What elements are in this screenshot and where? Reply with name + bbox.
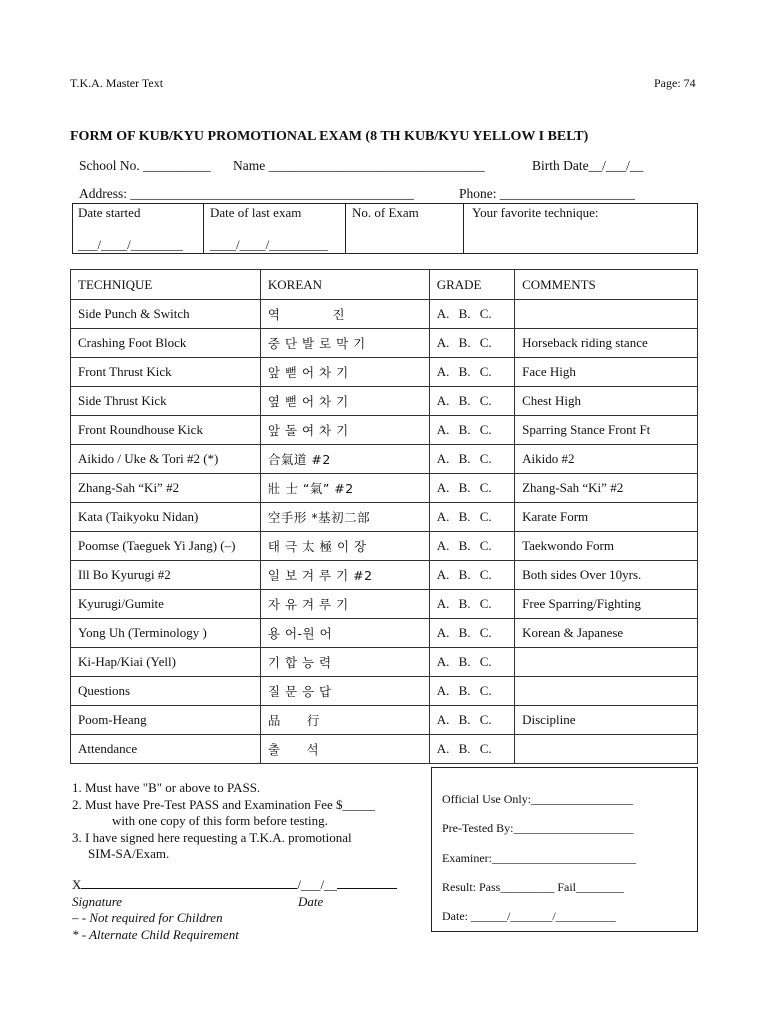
name-field[interactable]: Name ________________________________ <box>233 158 485 173</box>
korean-cell: 역 진 <box>260 300 429 329</box>
korean-cell: 태 극 太 極 이 장 <box>260 532 429 561</box>
korean-cell: 기 합 능 력 <box>260 648 429 677</box>
grade-cell[interactable]: A. B. C. <box>429 416 514 445</box>
comments-cell <box>515 735 698 764</box>
table-row <box>71 300 698 329</box>
requirements-notes <box>72 780 375 863</box>
technique-cell: Attendance <box>71 735 261 764</box>
table-row <box>71 445 698 474</box>
korean-cell: 앞 뻗 어 차 기 <box>260 358 429 387</box>
grade-cell[interactable]: A. B. C. <box>429 387 514 416</box>
header-technique: TECHNIQUE <box>71 270 261 300</box>
header-left: T.K.A. Master Text <box>70 76 164 90</box>
note-2: 2. Must have Pre-Test PASS and Examination Fee $_____ <box>72 796 376 812</box>
comments-cell <box>515 300 698 329</box>
table-row <box>71 329 698 358</box>
grade-cell[interactable]: A. B. C. <box>429 561 514 590</box>
comments-cell: Horseback riding stance <box>515 329 698 358</box>
technique-table <box>70 269 698 764</box>
grade-cell[interactable]: A. B. C. <box>429 300 514 329</box>
footnote-asterisk: * - Alternate Child Requirement <box>72 927 239 942</box>
table-header-row <box>71 270 698 300</box>
phone-field[interactable]: Phone: ____________________ <box>459 186 635 201</box>
korean-cell: 壯 士 “氣” #2 <box>260 474 429 503</box>
grade-cell[interactable]: A. B. C. <box>429 735 514 764</box>
date-started-blank[interactable]: ___/____/________ <box>78 237 183 252</box>
technique-cell: Crashing Foot Block <box>71 329 261 358</box>
table-row <box>71 590 698 619</box>
comments-cell: Korean & Japanese <box>515 619 698 648</box>
korean-cell: 자 유 겨 루 기 <box>260 590 429 619</box>
note-3-continued: SIM-SA/Exam. <box>88 846 170 862</box>
table-row <box>71 706 698 735</box>
table-row <box>71 358 698 387</box>
page-number: Page: 74 <box>654 76 696 90</box>
technique-cell: Side Thrust Kick <box>71 387 261 416</box>
signature-blank[interactable] <box>81 876 297 889</box>
korean-cell: 일 보 겨 루 기 #2 <box>260 561 429 590</box>
last-exam-label: Date of last exam <box>210 205 302 220</box>
table-row <box>71 648 698 677</box>
date-label: Date <box>298 894 324 909</box>
korean-cell: 질 문 응 답 <box>260 677 429 706</box>
korean-cell: 앞 돌 여 차 기 <box>260 416 429 445</box>
grade-cell[interactable]: A. B. C. <box>429 474 514 503</box>
note-1: 1. Must have "B" or above to PASS. <box>72 780 261 795</box>
comments-cell: Both sides Over 10yrs. <box>515 561 698 590</box>
table-row <box>71 735 698 764</box>
comments-cell: Aikido #2 <box>515 445 698 474</box>
official-use-only-field[interactable]: Official Use Only:_________________ <box>442 792 634 806</box>
table-row <box>71 503 698 532</box>
korean-cell: 品 行 <box>260 706 429 735</box>
header-korean: KOREAN <box>260 270 429 300</box>
note-2-continued: with one copy of this form before testing. <box>112 813 328 829</box>
comments-cell <box>515 648 698 677</box>
comments-cell <box>515 677 698 706</box>
signature-label: Signature <box>72 894 123 909</box>
grade-cell[interactable]: A. B. C. <box>429 503 514 532</box>
technique-cell: Ki-Hap/Kiai (Yell) <box>71 648 261 677</box>
signature-x: X <box>72 877 82 892</box>
date-started-label: Date started <box>78 205 141 220</box>
technique-cell: Poom-Heang <box>71 706 261 735</box>
grade-cell[interactable]: A. B. C. <box>429 329 514 358</box>
comments-cell: Sparring Stance Front Ft <box>515 416 698 445</box>
grade-cell[interactable]: A. B. C. <box>429 619 514 648</box>
grade-cell[interactable]: A. B. C. <box>429 590 514 619</box>
comments-cell: Zhang-Sah “Ki” #2 <box>515 474 698 503</box>
technique-cell: Kyurugi/Gumite <box>71 590 261 619</box>
grade-cell[interactable]: A. B. C. <box>429 648 514 677</box>
address-field[interactable]: Address: __________________________________________ <box>79 186 414 201</box>
table-row <box>71 677 698 706</box>
official-use-box <box>431 767 698 932</box>
grade-cell[interactable]: A. B. C. <box>429 677 514 706</box>
grade-cell[interactable]: A. B. C. <box>429 706 514 735</box>
table-row <box>71 416 698 445</box>
technique-cell: Kata (Taikyoku Nidan) <box>71 503 261 532</box>
korean-cell: 용 어-원 어 <box>260 619 429 648</box>
korean-cell: 출 석 <box>260 735 429 764</box>
header-grade: GRADE <box>429 270 514 300</box>
last-exam-blank[interactable]: ____/____/_________ <box>210 237 328 252</box>
korean-cell: 空手形 *基初二部 <box>260 503 429 532</box>
korean-cell: 옆 뻗 어 차 기 <box>260 387 429 416</box>
school-number-field[interactable]: School No. __________ <box>79 158 211 173</box>
num-exam-label: No. of Exam <box>352 205 419 220</box>
technique-cell: Front Thrust Kick <box>71 358 261 387</box>
form-title: FORM OF KUB/KYU PROMOTIONAL EXAM (8 TH KUB/KYU YELLOW I BELT) <box>70 129 589 144</box>
official-date-field[interactable]: Date: ______/_______/__________ <box>442 909 616 923</box>
signature-line[interactable] <box>72 876 397 893</box>
comments-cell: Karate Form <box>515 503 698 532</box>
grade-cell[interactable]: A. B. C. <box>429 358 514 387</box>
korean-cell: 중 단 발 로 막 기 <box>260 329 429 358</box>
comments-cell: Taekwondo Form <box>515 532 698 561</box>
table-row <box>71 532 698 561</box>
technique-cell: Aikido / Uke & Tori #2 (*) <box>71 445 261 474</box>
technique-cell: Front Roundhouse Kick <box>71 416 261 445</box>
table-row <box>71 387 698 416</box>
favorite-technique-cell[interactable] <box>464 203 698 254</box>
table-row <box>71 474 698 503</box>
comments-cell: Free Sparring/Fighting <box>515 590 698 619</box>
technique-cell: Side Punch & Switch <box>71 300 261 329</box>
comments-cell: Face High <box>515 358 698 387</box>
technique-cell: Poomse (Taeguek Yi Jang) (–) <box>71 532 261 561</box>
table-row <box>71 619 698 648</box>
num-exam-cell[interactable] <box>346 203 464 254</box>
result-field[interactable]: Result: Pass_________ Fail________ <box>442 880 625 894</box>
table-row <box>71 561 698 590</box>
grade-cell[interactable]: A. B. C. <box>429 445 514 474</box>
comments-cell: Chest High <box>515 387 698 416</box>
technique-cell: Questions <box>71 677 261 706</box>
birth-date-field[interactable]: Birth Date__/___/__ <box>532 158 644 173</box>
header-comments: COMMENTS <box>515 270 698 300</box>
last-exam-cell[interactable] <box>204 203 346 254</box>
examiner-field[interactable]: Examiner:________________________ <box>442 851 636 865</box>
technique-cell: Ill Bo Kyurugi #2 <box>71 561 261 590</box>
date-year-blank[interactable] <box>337 876 397 889</box>
pre-tested-by-field[interactable]: Pre-Tested By:____________________ <box>442 821 634 835</box>
korean-cell: 合氣道 #2 <box>260 445 429 474</box>
note-3: 3. I have signed here requesting a T.K.A. promotional <box>72 829 352 845</box>
date-started-cell[interactable] <box>72 203 204 254</box>
grade-cell[interactable]: A. B. C. <box>429 532 514 561</box>
comments-cell: Discipline <box>515 706 698 735</box>
favorite-technique-label: Your favorite technique: <box>472 205 599 220</box>
technique-cell: Yong Uh (Terminology ) <box>71 619 261 648</box>
footnote-dash: – - Not required for Children <box>72 910 223 925</box>
date-blank[interactable]: /___/__ <box>297 877 338 892</box>
technique-cell: Zhang-Sah “Ki” #2 <box>71 474 261 503</box>
